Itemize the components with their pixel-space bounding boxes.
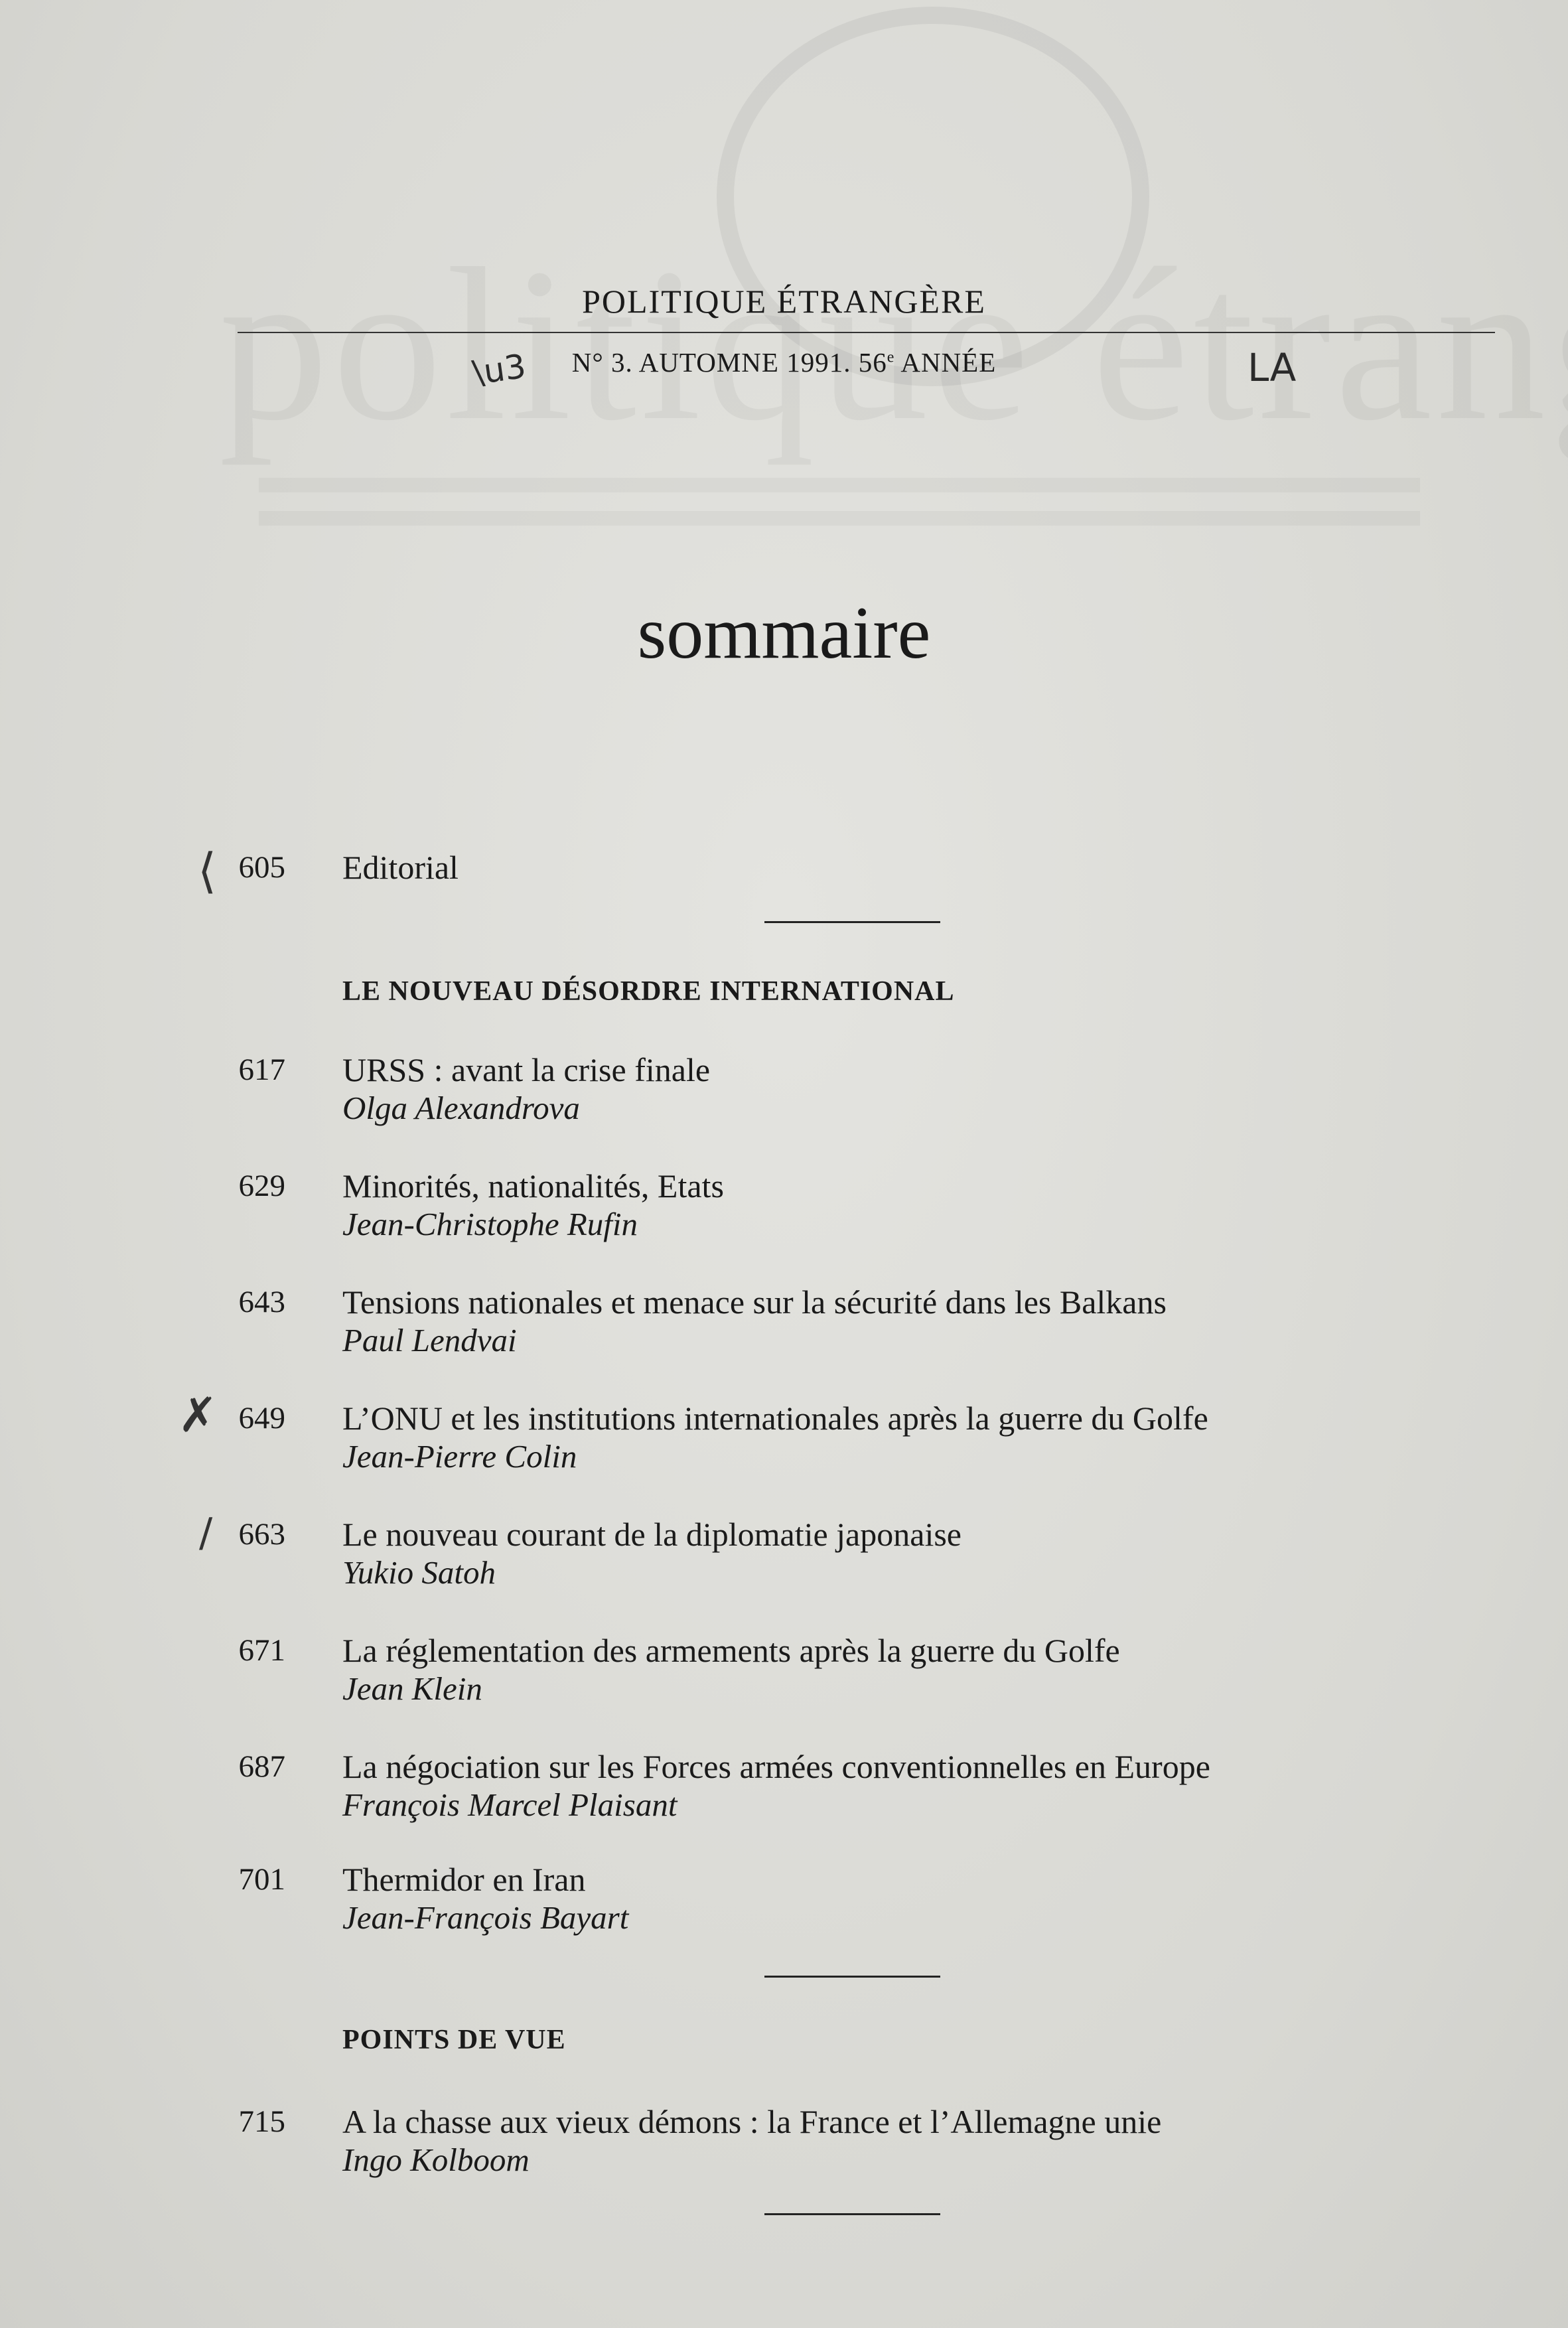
section-rule [764,1976,940,1978]
toc-title: A la chasse aux vieux démons : la France et l’Allemagne unie [342,2103,1162,2140]
section-heading: POINTS DE VUE [342,2025,566,2055]
toc-author: Jean Klein [342,1670,482,1707]
page-title: sommaire [637,592,931,674]
toc-page-number: 663 [238,1517,285,1552]
toc-page-number: 701 [238,1862,285,1897]
toc-title: La réglementation des armements après la guerre du Golfe [342,1632,1120,1669]
toc-author: François Marcel Plaisant [342,1786,677,1823]
toc-page-number: 649 [238,1401,285,1435]
section-heading: LE NOUVEAU DÉSORDRE INTERNATIONAL [342,976,955,1007]
toc-page-number: 643 [238,1285,285,1319]
issue-line: N° 3. AUTOMNE 1991. 56e ANNÉE [571,347,997,378]
toc-page-number: 715 [238,2104,285,2139]
toc-title: Le nouveau courant de la diplomatie japonaise [342,1516,962,1553]
toc-page-number: 629 [238,1169,285,1203]
toc-author: Olga Alexandrova [342,1090,580,1126]
toc-title: L’ONU et les institutions internationales après la guerre du Golfe [342,1400,1208,1437]
section-rule [764,2213,940,2215]
toc-page-number: 605 [238,850,285,885]
section-rule [764,921,940,923]
toc-title: Thermidor en Iran [342,1861,586,1898]
handwritten-check-mark: ✗ [178,1387,218,1443]
toc-page-number: 671 [238,1633,285,1668]
handwritten-note-right: LA [1247,345,1297,390]
toc-author: Jean-Pierre Colin [342,1438,577,1475]
toc-title: Minorités, nationalités, Etats [342,1167,724,1204]
handwritten-check-mark: ⟨ [198,843,217,899]
toc-title: Editorial [342,849,459,886]
toc-author: Yukio Satoh [342,1554,496,1591]
toc-author: Jean-François Bayart [342,1899,629,1936]
toc-author: Ingo Kolboom [342,2142,530,2178]
handwritten-note-left: \u3 [470,346,529,393]
background-showthrough [219,219,1568,471]
toc-title: URSS : avant la crise finale [342,1051,711,1088]
toc-title: La négociation sur les Forces armées conventionnelles en Europe [342,1748,1210,1785]
journal-title: POLITIQUE ÉTRANGÈRE [582,283,986,320]
toc-page-number: 617 [238,1053,285,1087]
handwritten-check-mark: / [199,1510,213,1556]
toc-title: Tensions nationales et menace sur la sécurité dans les Balkans [342,1283,1167,1321]
toc-author: Jean-Christophe Rufin [342,1206,638,1242]
toc-author: Paul Lendvai [342,1322,517,1358]
toc-page-number: 687 [238,1749,285,1784]
header-rule [238,332,1495,333]
background-band [259,511,1420,526]
background-band [259,478,1420,492]
